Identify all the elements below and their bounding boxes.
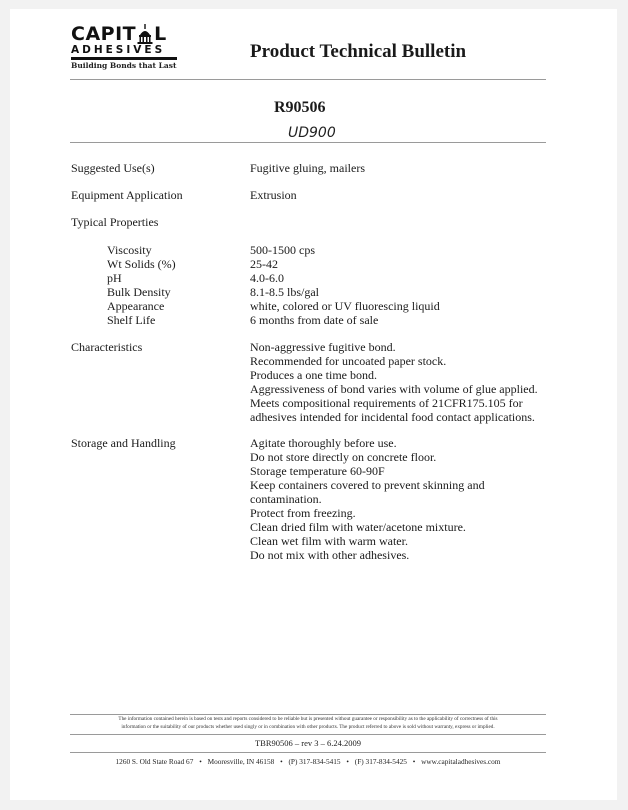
- disclaimer-line: information or the suitability of our products whether used singly or in combination with other products. The product referred to above is sold without warranty, express or implied.: [121, 723, 495, 730]
- city-address: Mooresville, IN 46158: [207, 757, 275, 766]
- storage-line: Keep containers covered to prevent skinning and: [250, 478, 485, 492]
- logo-wordmark: [71, 24, 177, 44]
- characteristics-list: [250, 340, 538, 424]
- website-link[interactable]: www.capitaladhesives.com: [421, 757, 501, 766]
- footer-divider: [70, 714, 546, 715]
- bullet-separator: •: [412, 757, 416, 766]
- footer-divider-3: [70, 752, 546, 753]
- storage-label: Storage and Handling: [71, 436, 176, 450]
- suggested-use-label: Suggested Use(s): [71, 161, 155, 175]
- handwritten-note: [286, 120, 356, 142]
- property-value: 6 months from date of sale: [250, 313, 379, 327]
- storage-line: Clean wet film with warm water.: [250, 534, 408, 548]
- property-label: Bulk Density: [107, 285, 171, 299]
- property-label: Appearance: [107, 299, 165, 313]
- equipment-value: Extrusion: [250, 188, 297, 202]
- bullet-separator: •: [199, 757, 202, 766]
- characteristic-line: Non-aggressive fugitive bond.: [250, 340, 396, 354]
- revision-info: TBR90506 – rev 3 – 6.24.2009: [254, 738, 361, 748]
- fax-number: (F) 317-834-5425: [354, 757, 407, 766]
- handwritten-note-text: UD900: [288, 125, 336, 141]
- property-value: 4.0-6.0: [250, 271, 284, 285]
- suggested-use-value: Fugitive gluing, mailers: [250, 161, 365, 175]
- logo-capital-text: CAPIT: [71, 23, 137, 45]
- property-value: 25-42: [250, 257, 278, 271]
- storage-line: Agitate thoroughly before use.: [250, 436, 397, 450]
- property-value: white, colored or UV fluorescing liquid: [250, 299, 440, 313]
- property-label: Shelf Life: [107, 313, 156, 327]
- storage-line: Clean dried film with water/acetone mixture.: [250, 520, 466, 534]
- storage-line: Do not store directly on concrete floor.: [250, 450, 437, 464]
- disclaimer: [70, 716, 546, 731]
- disclaimer-line: The information contained herein is based on tests and reports considered to be reliable but is presented without guarantee or responsibility as to the applicability of correctness of this: [118, 716, 498, 722]
- property-label: Viscosity: [107, 243, 152, 257]
- bullet-separator: •: [346, 757, 349, 766]
- characteristic-line: Produces a one time bond.: [250, 368, 377, 382]
- characteristic-line: Aggressiveness of bond varies with volume of glue applied.: [250, 382, 538, 396]
- page-title: Product Technical Bulletin: [250, 41, 467, 62]
- property-value: 8.1-8.5 lbs/gal: [250, 285, 319, 299]
- footer-divider-2: [70, 734, 546, 735]
- characteristics-label: Characteristics: [71, 340, 143, 354]
- property-label: Wt Solids (%): [107, 257, 176, 271]
- characteristic-line: Recommended for uncoated paper stock.: [250, 354, 447, 368]
- characteristic-line: Meets compositional requirements of 21CFR175.105 for: [250, 396, 523, 410]
- street-address: 1260 S. Old State Road 67: [115, 757, 194, 766]
- characteristic-line: adhesives intended for incidental food contact applications.: [250, 410, 535, 424]
- logo-tagline: Building Bonds that Last: [71, 61, 177, 70]
- typical-properties-label: Typical Properties: [71, 215, 159, 229]
- header-divider: [70, 79, 546, 80]
- address-line: [70, 757, 546, 766]
- logo-adhesives-text: ADHESIVES: [71, 44, 177, 60]
- storage-line: Storage temperature 60-90F: [250, 464, 385, 478]
- property-label: pH: [107, 271, 122, 285]
- header-divider-2: [70, 142, 546, 143]
- storage-line: contamination.: [250, 492, 322, 506]
- storage-line: Do not mix with other adhesives.: [250, 548, 410, 562]
- logo-capital-end: L: [154, 23, 167, 45]
- capitol-dome-icon: [137, 24, 153, 44]
- product-code: R90506: [274, 99, 326, 116]
- storage-line: Protect from freezing.: [250, 506, 356, 520]
- equipment-label: Equipment Application: [71, 188, 183, 202]
- storage-list: [250, 436, 485, 562]
- bullet-separator: •: [280, 757, 283, 766]
- phone-number: (P) 317-834-5415: [288, 757, 341, 766]
- property-value: 500-1500 cps: [250, 243, 315, 257]
- company-logo: [71, 24, 177, 71]
